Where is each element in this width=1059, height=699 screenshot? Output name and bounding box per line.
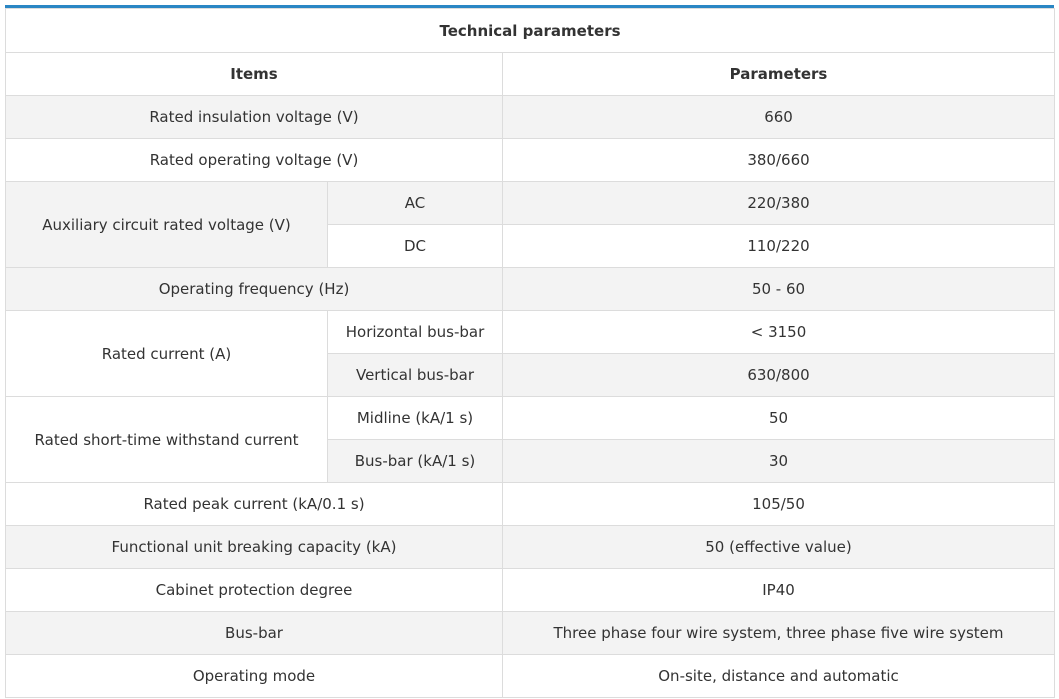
table-header-row xyxy=(6,53,1055,96)
item-cell: Bus-bar xyxy=(6,612,503,655)
value-cell: On-site, distance and automatic xyxy=(503,655,1055,698)
sub-item-cell: Midline (kA/1 s) xyxy=(328,397,503,440)
item-cell: Operating frequency (Hz) xyxy=(6,268,503,311)
table-row xyxy=(6,655,1055,698)
item-cell: Rated current (A) xyxy=(6,311,328,397)
header-parameters: Parameters xyxy=(503,53,1055,96)
value-cell: 110/220 xyxy=(503,225,1055,268)
item-cell: Rated short-time withstand current xyxy=(6,397,328,483)
item-cell: Rated operating voltage (V) xyxy=(6,139,503,182)
sub-item-cell: Horizontal bus-bar xyxy=(328,311,503,354)
table-row xyxy=(6,96,1055,139)
table-row xyxy=(6,526,1055,569)
item-cell: Operating mode xyxy=(6,655,503,698)
item-cell: Rated peak current (kA/0.1 s) xyxy=(6,483,503,526)
sub-item-cell: Vertical bus-bar xyxy=(328,354,503,397)
item-cell: Functional unit breaking capacity (kA) xyxy=(6,526,503,569)
value-cell: 50 - 60 xyxy=(503,268,1055,311)
technical-parameters-table xyxy=(5,8,1055,698)
value-cell: 380/660 xyxy=(503,139,1055,182)
table-title: Technical parameters xyxy=(6,9,1055,53)
sub-item-cell: DC xyxy=(328,225,503,268)
value-cell: 50 xyxy=(503,397,1055,440)
table-row xyxy=(6,612,1055,655)
sub-item-cell: AC xyxy=(328,182,503,225)
value-cell: 220/380 xyxy=(503,182,1055,225)
value-cell: 105/50 xyxy=(503,483,1055,526)
value-cell: 660 xyxy=(503,96,1055,139)
table-title-row xyxy=(6,9,1055,53)
value-cell: 630/800 xyxy=(503,354,1055,397)
value-cell: 30 xyxy=(503,440,1055,483)
table-row xyxy=(6,569,1055,612)
item-cell: Cabinet protection degree xyxy=(6,569,503,612)
item-cell: Auxiliary circuit rated voltage (V) xyxy=(6,182,328,268)
value-cell: < 3150 xyxy=(503,311,1055,354)
header-items: Items xyxy=(6,53,503,96)
table-row xyxy=(6,483,1055,526)
table-row xyxy=(6,182,1055,225)
table-row xyxy=(6,139,1055,182)
sub-item-cell: Bus-bar (kA/1 s) xyxy=(328,440,503,483)
value-cell: 50 (effective value) xyxy=(503,526,1055,569)
item-cell: Rated insulation voltage (V) xyxy=(6,96,503,139)
value-cell: IP40 xyxy=(503,569,1055,612)
table-row xyxy=(6,268,1055,311)
table-row xyxy=(6,311,1055,354)
value-cell: Three phase four wire system, three phase five wire system xyxy=(503,612,1055,655)
table-row xyxy=(6,397,1055,440)
